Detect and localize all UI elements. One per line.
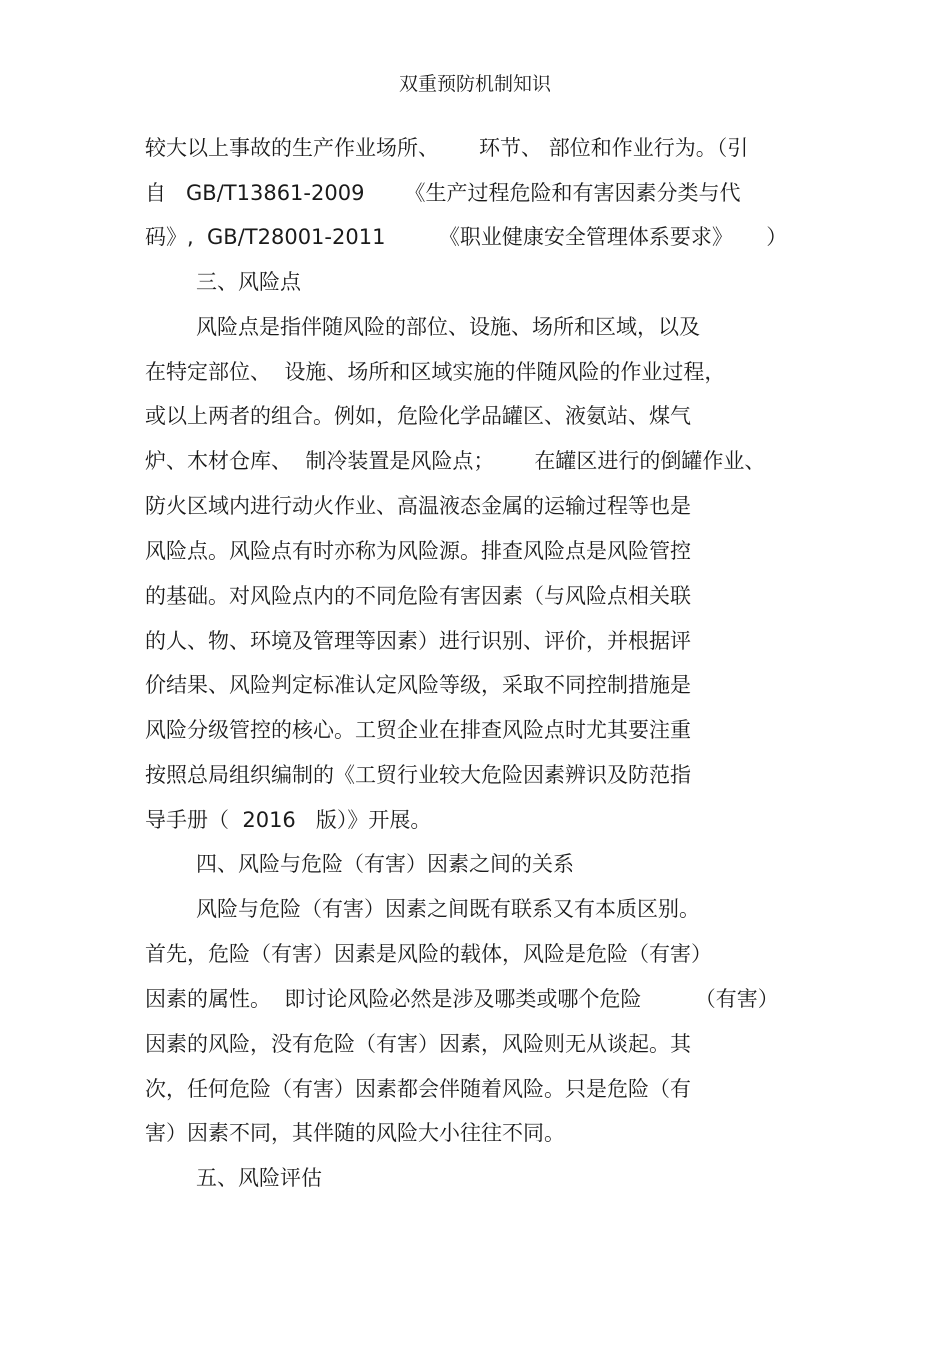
section-heading: 五、风险评估 [196,1166,322,1190]
body-line: 的基础。对风险点内的不同危险有害因素（与风险点相关联 [145,584,691,608]
body-line: 次，任何危险（有害）因素都会伴随着风险。只是危险（有 [145,1077,691,1101]
body-line: 按照总局组织编制的《工贸行业较大危险因素辨识及防范指 [145,763,691,787]
body-line: 因素的风险，没有危险（有害）因素，风险则无从谈起。其 [145,1032,691,1056]
body-line: 或以上两者的组合。例如，危险化学品罐区、液氨站、煤气 [145,404,691,428]
section-heading: 四、风险与危险（有害）因素之间的关系 [196,852,574,876]
page-header: 双重预防机制知识 [398,73,551,95]
body-line: 炉、木材仓库、 制冷装置是风险点； 在罐区进行的倒罐作业、 [145,449,766,473]
body-line: 的人、物、环境及管理等因素）进行识别、评价，并根据评 [145,629,691,653]
body-line: 导手册（ 2016 版）》开展。 [145,808,432,832]
body-line: 较大以上事故的生产作业场所、 环节、 部位和作业行为。（引 [145,136,749,160]
body-line: 码》, GB/T28001-2011 《职业健康安全管理体系要求》 ） [145,225,788,249]
body-line: 首先，危险（有害）因素是风险的载体，风险是危险（有害） [145,942,712,966]
body-line: 风险点。风险点有时亦称为风险源。排查风险点是风险管控 [145,539,691,563]
body-line: 风险点是指伴随风险的部位、设施、场所和区域，以及 [196,315,700,339]
body-line: 风险与危险（有害）因素之间既有联系又有本质区别。 [196,897,700,921]
body-line: 风险分级管控的核心。工贸企业在排查风险点时尤其要注重 [145,718,691,742]
body-line: 在特定部位、 设施、场所和区域实施的伴随风险的作业过程， [145,360,726,384]
body-line: 自 GB/T13861-2009 《生产过程危险和有害因素分类与代 [145,181,741,205]
body-line: 因素的属性。 即讨论风险必然是涉及哪类或哪个危险 （有害） [145,987,779,1011]
section-heading: 三、风险点 [196,270,301,294]
body-line: 害）因素不同，其伴随的风险大小往往不同。 [145,1121,565,1145]
body-line: 价结果、风险判定标准认定风险等级，采取不同控制措施是 [145,673,691,697]
body-line: 防火区域内进行动火作业、高温液态金属的运输过程等也是 [145,494,691,518]
